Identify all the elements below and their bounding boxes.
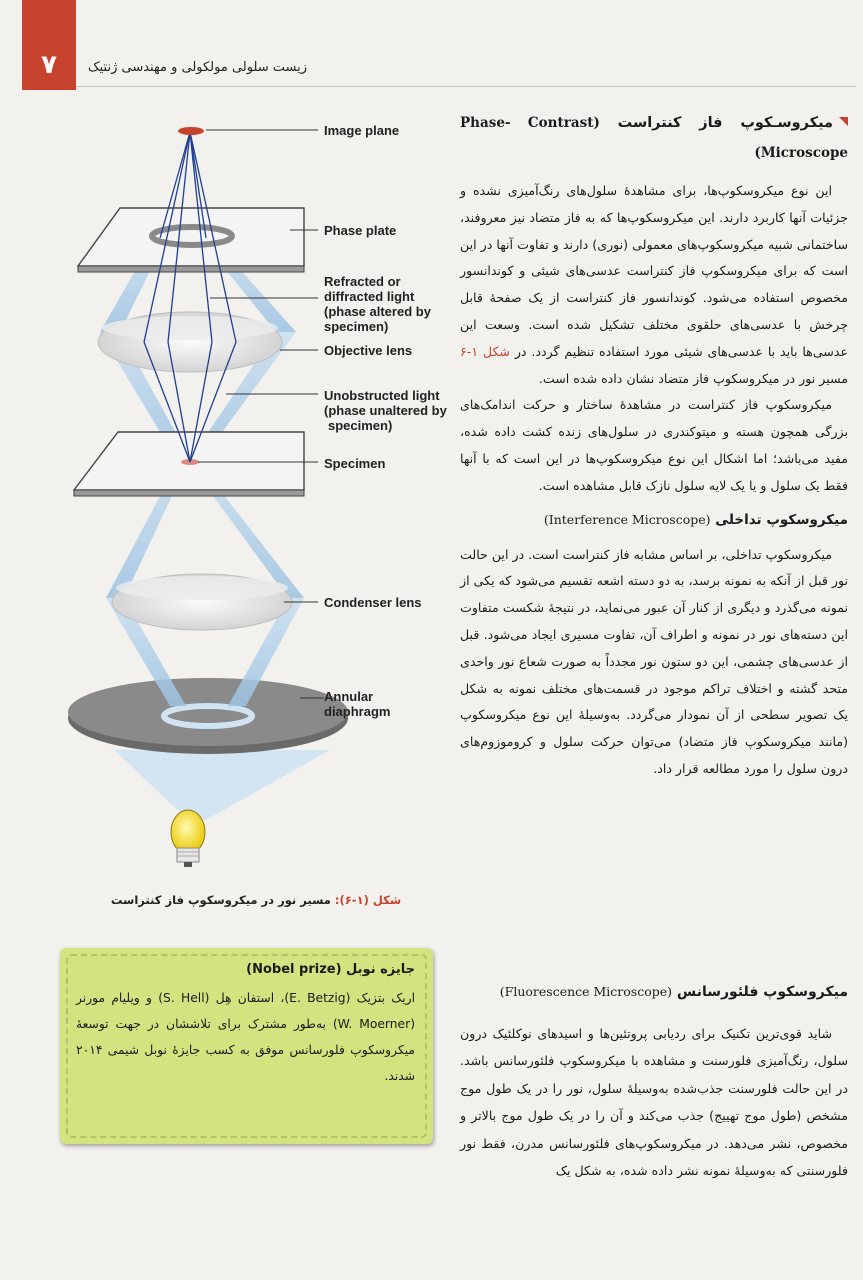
fluorescence-heading: میکروسکوپ فلئورسانس (Fluorescence Microscope): [499, 984, 848, 1000]
running-title: زیست سلولی مولکولی و مهندسی ژنتیک: [88, 60, 308, 75]
figure-caption: [96, 893, 416, 907]
label-unobstructed-light: Unobstructed light (phase unaltered by specimen): [324, 388, 447, 433]
label-objective-lens: Objective lens: [324, 343, 413, 358]
phase-contrast-heading: میکروسـکوپ فاز کنتراست (Phase- Contrast Microscope): [460, 115, 848, 161]
page-number: ۷: [22, 0, 76, 90]
label-phase-plate: Phase plate: [324, 223, 397, 238]
condenser-lens: [112, 574, 292, 630]
figure-number: شکل (۱-۶):: [334, 893, 402, 907]
figure-reference-link[interactable]: شکل ۱-۶: [460, 343, 510, 359]
specimen-slide: [74, 432, 304, 496]
main-text-column: [460, 108, 848, 783]
label-condenser-lens: Condenser lens: [324, 595, 422, 610]
nobel-box-text: اریک بتزیک (E. Betzig)، استفان هِل (S. Hell) و ویلیام مورنر (W. Moerner) به‌طور مشترک برای تلاششان در جهت توسعهٔ میکروسکوپ فلورسانس موفق به کسب جایزهٔ نوبل شیمی ۲۰۱۴ شدند.: [76, 991, 415, 1083]
label-annular-diaphragm: Annular diaphragm: [324, 689, 391, 719]
figure-caption-text: مسیر نور در میکروسکوپ فاز کنتراست: [110, 893, 335, 907]
interference-heading: میکروسکوپ تداخلی (Interference Microscope): [543, 511, 848, 528]
header-divider: [76, 86, 856, 87]
phase-plate: [78, 208, 304, 272]
phase-contrast-paragraph-1: این نوع میکروسکوپ‌ها، برای مشاهدهٔ سلول‌های رنگ‌آمیزی نشده و جزئیات آنها کاربرد دارند. این میکروسکوپ‌ها که به فاز متضاد نیز معروفند، ساختمانی شبیه میکروسکوپ‌های معمولی (نوری) دارند و تفاوت آنها در این است که برای میکروسکوپ فاز کنتراست عدسی‌های شیئی و کوندانسور مخصوص استفاده می‌شود. کوندانسور فاز کنتراست از یک صفحهٔ قابل چرخش با عدسی‌های حلقوی مختلف تشکیل شده است. وسعت این عدسی‌ها باید با عدسی‌های شیئی مورد استفاده تنظیم گردد. در شکل ۱-۶ مسیر نور در میکروسکوپ فاز متضاد نشان داده شده است.: [460, 183, 848, 386]
nobel-prize-box: [60, 948, 433, 1144]
phase-contrast-paragraph-2: میکروسکوپ فاز کنتراست در مشاهدهٔ ساختار و حرکت اندامک‌های بزرگی همچون هسته و میتوکندری در سلول‌های زنده کشت داده شده، مفید می‌باشد؛ اما اشکال این نوع میکروسکوپ‌ها در این است که با آنها فقط یک سلول و یا یک لایه سلول نازک قابل مشاهده است.: [460, 397, 848, 493]
section-marker-icon: [839, 117, 848, 126]
label-specimen: Specimen: [324, 456, 386, 471]
nobel-box-title: جایزه نوبل (Nobel prize): [246, 962, 415, 977]
label-refracted-light: Refracted or diffracted light (phase altered by specimen): [324, 274, 431, 334]
label-image-plane: Image plane: [324, 123, 400, 138]
interference-paragraph: میکروسکوپ تداخلی، بر اساس مشابه فاز کنتراست است. در این حالت نور قبل از آنکه به نمونه برسد، به دو دسته اشعه تقسیم می‌شود که یکی از نمونه می‌گذرد و دیگری از کنار آن عبور می‌نماید، در نتیجهٔ شکست متفاوت این دسته‌های نور در نمونه و اطراف آن، تفاوت مسیری ایجاد می‌شود. قبل از عدسی‌های چشمی، این دو ستون نور مجدداً به صورت شعاع نور واحدی متحد گشته و اختلاف تراکم موجود در قسمت‌های مختلف نمونه به شکل یک تصویر سطحی از آن نمودار می‌گردد. به‌وسیلهٔ این نوع میکروسکوپ (مانند میکروسکوپ فاز متضاد) می‌توان حرکت سلول و کروموزوم‌های درون سلول را مورد مطالعه قرار داد.: [460, 546, 848, 776]
objective-lens: [98, 312, 282, 372]
annular-diaphragm: [68, 678, 348, 754]
phase-contrast-diagram: [60, 110, 460, 900]
light-bulb-icon: [171, 810, 205, 867]
image-plane-disc: [178, 127, 204, 135]
fluorescence-paragraph: شاید قوی‌ترین تکنیک برای ردیابی پروتئین‌ها و اسیدهای نوکلئیک درون سلول، رنگ‌آمیزی فلورسنت و مشاهده با میکروسکوپ فلئورسانس باشد. در این حالت فلورسنت جذب‌شده به‌وسیلهٔ سلول، نور را در یک طول موج مشخص (طول موج تهییج) جذب می‌کند و آن را در یک طول موج بالاتر و مخصوص، نشر می‌دهد. در میکروسکوپ‌های فلئورسانس مدرن، فقط نور فلورسنتی که به‌وسیلهٔ نمونه نشر داده شده، به شکل یک: [460, 1026, 848, 1179]
